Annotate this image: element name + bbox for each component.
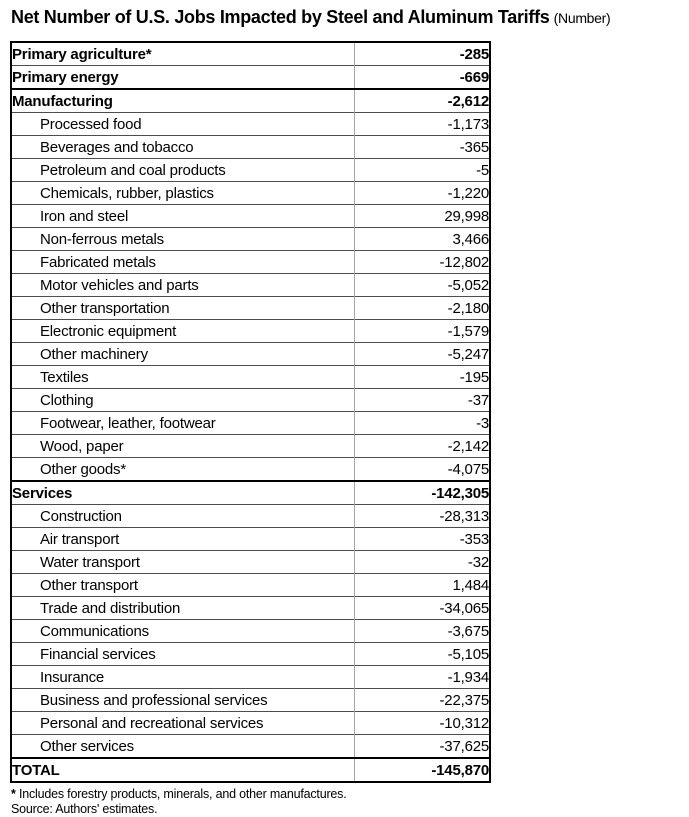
value-cell: -28,313 — [355, 505, 490, 528]
value-cell: -145,870 — [355, 758, 490, 782]
table-row — [11, 574, 490, 597]
value-cell: -2,612 — [355, 89, 490, 113]
sector-label: Wood, paper — [11, 435, 355, 458]
sector-label: Business and professional services — [11, 689, 355, 712]
value-cell: -3,675 — [355, 620, 490, 643]
table-row — [11, 228, 490, 251]
value-cell: -1,934 — [355, 666, 490, 689]
table-row — [11, 89, 490, 113]
value-cell: -285 — [459, 45, 489, 63]
table-row — [11, 435, 490, 458]
jobs-table-body — [11, 42, 490, 782]
table-row — [11, 620, 490, 643]
table-row — [11, 320, 490, 343]
value-cell: -34,065 — [355, 597, 490, 620]
table-row — [11, 389, 490, 412]
table-row — [11, 666, 490, 689]
table-row — [11, 136, 490, 159]
table-row — [11, 182, 490, 205]
sector-label: Electronic equipment — [11, 320, 355, 343]
sector-label: Primary agriculture* — [11, 42, 355, 66]
value-cell: -37 — [355, 389, 490, 412]
table-row — [11, 689, 490, 712]
table-row — [11, 528, 490, 551]
sector-label: TOTAL — [11, 758, 355, 782]
sector-label: Processed food — [11, 113, 355, 136]
table-row — [11, 412, 490, 435]
sector-label: Textiles — [11, 366, 355, 389]
table-row — [11, 366, 490, 389]
value-cell: -142,305 — [355, 481, 490, 505]
footnote-text: Includes forestry products, minerals, and other manufactures. — [15, 787, 347, 801]
value-cell: -2,180 — [355, 297, 490, 320]
table-row — [11, 458, 490, 482]
table-row — [11, 343, 490, 366]
value-cell: -32 — [355, 551, 490, 574]
figure-title-unit: (Number) — [553, 10, 611, 26]
table-row — [11, 505, 490, 528]
table-row — [11, 643, 490, 666]
value-cell: -22,375 — [355, 689, 490, 712]
value-cell: 1,484 — [355, 574, 490, 597]
value-cell: -5,105 — [355, 643, 490, 666]
value-cell: -669 — [355, 66, 490, 90]
value-cell: -10,312 — [355, 712, 490, 735]
value-cell: -365 — [355, 136, 490, 159]
table-row — [11, 735, 490, 759]
footnote-asterisk — [11, 787, 689, 802]
table-row — [11, 481, 490, 505]
figure-title-text: Net Number of U.S. Jobs Impacted by Steel and Aluminum Tariffs — [11, 7, 550, 27]
table-row — [11, 42, 490, 66]
sector-label: Other machinery — [11, 343, 355, 366]
footnote-source: Source: Authors' estimates. — [11, 802, 158, 816]
table-row — [11, 251, 490, 274]
sector-label: Other transport — [11, 574, 355, 597]
table-row — [11, 297, 490, 320]
table-row — [11, 274, 490, 297]
sector-label: Fabricated metals — [11, 251, 355, 274]
asterisk-symbol: * — [11, 787, 16, 801]
sector-label: Other goods* — [11, 458, 355, 482]
value-cell: -12,802 — [355, 251, 490, 274]
table-row — [11, 66, 490, 90]
table-row — [11, 159, 490, 182]
sector-label: Trade and distribution — [11, 597, 355, 620]
sector-label: Other transportation — [11, 297, 355, 320]
footnotes — [11, 787, 689, 817]
value-cell: -195 — [355, 366, 490, 389]
sector-label: Chemicals, rubber, plastics — [11, 182, 355, 205]
sector-label: Iron and steel — [11, 205, 355, 228]
sector-label: Personal and recreational services — [11, 712, 355, 735]
table-row — [11, 113, 490, 136]
sector-label: Petroleum and coal products — [11, 159, 355, 182]
value-cell: -1,220 — [355, 182, 490, 205]
sector-label: Motor vehicles and parts — [11, 274, 355, 297]
sector-label: Financial services — [11, 643, 355, 666]
sector-label: Clothing — [11, 389, 355, 412]
value-cell: -4,075 — [355, 458, 490, 482]
value-cell: -1,173 — [355, 113, 490, 136]
sector-label: Services — [11, 481, 355, 505]
sector-label: Air transport — [11, 528, 355, 551]
value-cell: -3 — [355, 412, 490, 435]
value-cell: 29,998 — [355, 205, 490, 228]
sector-label: Primary energy — [11, 66, 355, 90]
value-cell: 3,466 — [355, 228, 490, 251]
value-cell: -353 — [355, 528, 490, 551]
value-cell: -2,142 — [355, 435, 490, 458]
table-row — [11, 551, 490, 574]
sector-label: Footwear, leather, footwear — [11, 412, 355, 435]
table-row — [11, 205, 490, 228]
sector-label: Manufacturing — [11, 89, 355, 113]
table-row — [11, 597, 490, 620]
value-cell: -5,052 — [355, 274, 490, 297]
sector-label: Water transport — [11, 551, 355, 574]
sector-label: Other services — [11, 735, 355, 759]
figure-title — [11, 7, 689, 28]
sector-label: Insurance — [11, 666, 355, 689]
sector-label: Beverages and tobacco — [11, 136, 355, 159]
value-cell: -5,247 — [355, 343, 490, 366]
sector-label: Communications — [11, 620, 355, 643]
table-row — [11, 758, 490, 782]
value-cell: -1,579 — [355, 320, 490, 343]
sector-label: Construction — [11, 505, 355, 528]
value-cell: -5 — [355, 159, 490, 182]
table-row — [11, 712, 490, 735]
value-cell: -37,625 — [355, 735, 490, 759]
jobs-table — [10, 41, 491, 783]
sector-label: Non-ferrous metals — [11, 228, 355, 251]
